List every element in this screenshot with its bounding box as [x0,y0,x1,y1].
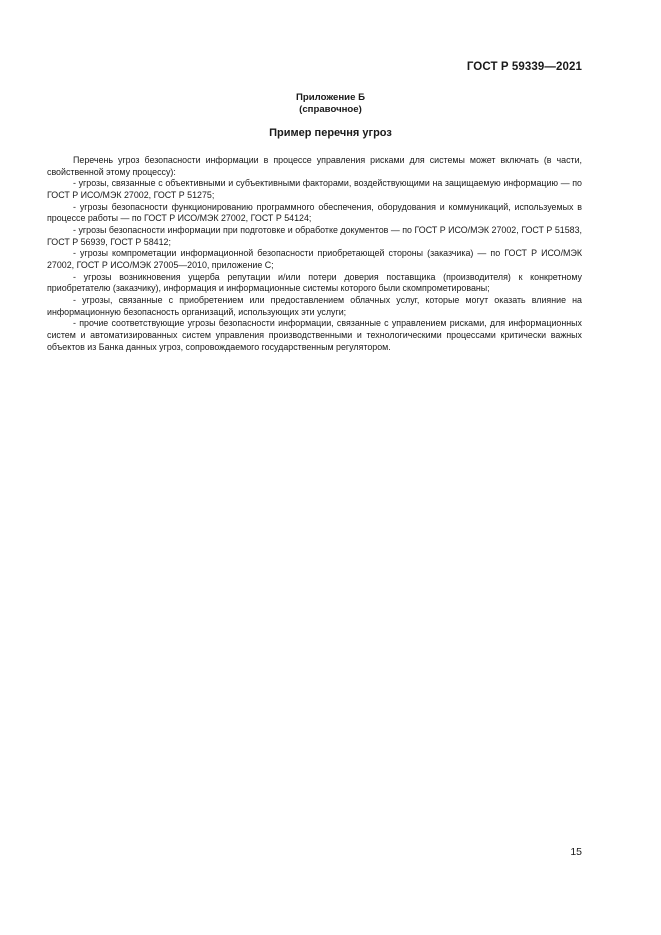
document-code: ГОСТ Р 59339—2021 [466,61,582,73]
intro-paragraph: Перечень угроз безопасности информации в процессе управления рисками для системы может включать (в части, свойственной этому процессу): [47,155,582,177]
list-item: - угрозы возникновения ущерба репутации и/или потери доверия поставщика (производителя) к конкретному приобретателю (заказчику), информация и информационные системы которого были скомпрометированы; [47,271,582,294]
list-item: - угрозы, связанные с приобретением или предоставлением облачных услуг, которые могут оказать влияние на информационную безопасность организаций, использующих эти услуги; [47,294,582,317]
list-item: - угрозы безопасности функционированию программного обеспечения, оборудования и коммуникаций, используемых в процессе работы — по ГОСТ Р ИСО/МЭК 27002, ГОСТ Р 54124; [47,201,582,224]
body-text [47,155,582,353]
list-item: - прочие соответствующие угрозы безопасности информации, связанные с управлением рисками, для информационных систем и автоматизированных систем управления производственными и технологическими процессами критически важных объектов из Банка данных угроз, сопровождаемого государственным регулятором. [47,318,582,352]
page-number: 15 [570,846,582,858]
section-title: Пример перечня угроз [269,127,392,139]
list-item: - угрозы безопасности информации при подготовке и обработке документов — по ГОСТ Р ИСО/МЭК 27002, ГОСТ Р 51583, ГОСТ Р 56939, ГОСТ Р 58412; [47,224,582,247]
list-item: - угрозы, связанные с объективными и субъективными факторами, воздействующими на защищаемую информацию — по ГОСТ Р ИСО/МЭК 27002, ГОСТ Р 51275; [47,178,582,200]
appendix-title: Приложение Б [296,92,365,103]
appendix-type: (справочное) [299,104,362,115]
list-item: - угрозы компрометации информационной безопасности приобретающей стороны (заказчика) — по ГОСТ Р ИСО/МЭК 27002, ГОСТ Р ИСО/МЭК 27005—2010, приложение С; [47,248,582,270]
